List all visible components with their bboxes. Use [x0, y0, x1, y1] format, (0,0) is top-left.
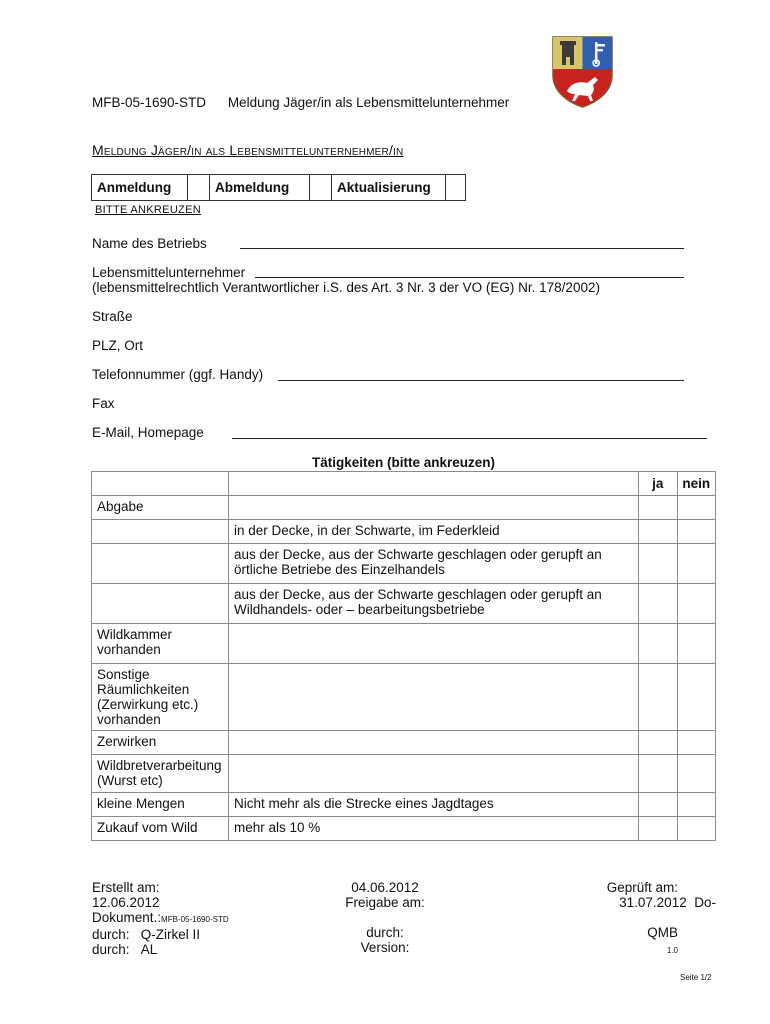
aktualisierung-checkbox[interactable] — [446, 175, 466, 201]
durch2-label: durch: — [92, 942, 130, 957]
row-detail: in der Decke, in der Schwarte, im Federkleid — [229, 520, 639, 544]
table-row — [92, 817, 716, 841]
table-row — [92, 520, 716, 544]
coat-of-arms-icon — [551, 35, 614, 108]
row-detail — [229, 624, 639, 664]
abmeldung-label: Abmeldung — [210, 175, 310, 201]
geprueft-label: Geprüft am: — [606, 880, 678, 895]
betrieb-input-line[interactable] — [240, 248, 684, 249]
footer-middle — [340, 880, 430, 955]
table-row — [92, 496, 716, 520]
table-row — [92, 731, 716, 755]
ja-checkbox[interactable] — [639, 496, 678, 520]
activities-header-row — [92, 472, 716, 496]
geprueft-row — [596, 895, 716, 910]
geprueft-value: 31.07.2012 — [619, 895, 687, 910]
unternehmer-note: (lebensmittelrechtlich Verantwortlicher i.S. des Art. 3 Nr. 3 der VO (EG) Nr. 178/2002) — [92, 280, 600, 295]
document-title: Meldung Jäger/in als Lebensmittelunternehmer — [227, 95, 510, 110]
nein-checkbox[interactable] — [677, 496, 716, 520]
ja-checkbox[interactable] — [639, 544, 678, 584]
row-label: Sonstige Räumlichkeiten (Zerwirkung etc.) vorhanden — [92, 664, 229, 731]
registration-type-table — [91, 174, 466, 201]
do-fragment: Do- — [694, 895, 716, 910]
dokument-label: Dokument.: — [92, 910, 162, 925]
ja-checkbox[interactable] — [639, 664, 678, 731]
anmeldung-checkbox[interactable] — [188, 175, 210, 201]
durch-mid: durch: — [366, 925, 404, 940]
unternehmer-input-line[interactable] — [255, 277, 684, 278]
nein-checkbox[interactable] — [677, 664, 716, 731]
ja-checkbox[interactable] — [639, 584, 678, 624]
row-detail — [229, 731, 639, 755]
nein-checkbox[interactable] — [677, 817, 716, 841]
row-detail: mehr als 10 % — [229, 817, 639, 841]
ja-checkbox[interactable] — [639, 624, 678, 664]
version-value: 1.0 — [666, 946, 678, 955]
freigabe-label: Freigabe am: — [345, 895, 425, 910]
row-label — [92, 520, 229, 544]
dokument-row — [92, 910, 229, 927]
abmeldung-checkbox[interactable] — [310, 175, 332, 201]
document-header — [92, 95, 509, 110]
row-detail — [229, 496, 639, 520]
erstellt-am-value: 12.06.2012 — [92, 895, 160, 910]
strasse-label: Straße — [92, 309, 133, 324]
plz-ort-label: PLZ, Ort — [92, 338, 144, 353]
durch2-value: AL — [140, 942, 158, 957]
row-label: kleine Mengen — [92, 793, 229, 817]
row-detail: aus der Decke, aus der Schwarte geschlagen oder gerupft an Wildhandels- oder – bearbeitungsbetriebe — [229, 584, 639, 624]
table-row — [92, 793, 716, 817]
page-number: Seite 1/2 — [680, 973, 712, 982]
table-row — [92, 584, 716, 624]
row-label: Wildkammer vorhanden — [92, 624, 229, 664]
email-input-line[interactable] — [232, 438, 707, 439]
email-label: E-Mail, Homepage — [92, 425, 204, 440]
aktualisierung-label: Aktualisierung — [332, 175, 446, 201]
ja-checkbox[interactable] — [639, 755, 678, 793]
row-label: Wildbretverarbeitung (Wurst etc) — [92, 755, 229, 793]
table-row — [92, 664, 716, 731]
activities-table — [91, 471, 716, 841]
nein-checkbox[interactable] — [677, 793, 716, 817]
durch1-row — [92, 927, 229, 942]
form-title: Meldung Jäger/in als Lebensmittelunternehmer/in — [92, 142, 404, 158]
row-label — [92, 544, 229, 584]
row-label: Zerwirken — [92, 731, 229, 755]
unternehmer-label: Lebensmittelunternehmer — [92, 265, 246, 280]
ja-checkbox[interactable] — [639, 817, 678, 841]
nein-checkbox[interactable] — [677, 544, 716, 584]
row-detail: Nicht mehr als die Strecke eines Jagdtages — [229, 793, 639, 817]
erstellt-am-label: Erstellt am: — [92, 880, 160, 895]
row-detail — [229, 755, 639, 793]
nein-checkbox[interactable] — [677, 624, 716, 664]
table-row — [92, 544, 716, 584]
row-label — [92, 584, 229, 624]
row-detail: aus der Decke, aus der Schwarte geschlagen oder gerupft an örtliche Betriebe des Einzelhandels — [229, 544, 639, 584]
betrieb-label: Name des Betriebs — [92, 236, 207, 251]
col-ja-header: ja — [639, 472, 678, 496]
tick-note: BITTE ANKREUZEN — [95, 204, 201, 216]
nein-checkbox[interactable] — [677, 520, 716, 544]
dokument-value: MFB-05-1690-STD — [161, 915, 229, 924]
activities-title: Tätigkeiten (bitte ankreuzen) — [311, 455, 496, 470]
nein-checkbox[interactable] — [677, 731, 716, 755]
row-label: Abgabe — [92, 496, 229, 520]
document-code: MFB-05-1690-STD — [92, 95, 207, 110]
footer-left — [92, 880, 229, 957]
row-detail — [229, 664, 639, 731]
anmeldung-label: Anmeldung — [92, 175, 188, 201]
durch1-value: Q-Zirkel II — [140, 927, 201, 942]
durch1-label: durch: — [92, 927, 130, 942]
nein-checkbox[interactable] — [677, 755, 716, 793]
col-nein-header: nein — [677, 472, 716, 496]
telefon-label: Telefonnummer (ggf. Handy) — [92, 367, 264, 382]
table-row — [92, 755, 716, 793]
row-label: Zukauf vom Wild — [92, 817, 229, 841]
footer-right — [596, 880, 716, 958]
table-row — [92, 624, 716, 664]
version-label: Version: — [360, 940, 410, 955]
qmb: QMB — [647, 925, 678, 940]
ja-checkbox[interactable] — [639, 731, 678, 755]
nein-checkbox[interactable] — [677, 584, 716, 624]
ja-checkbox[interactable] — [639, 520, 678, 544]
date-mid: 04.06.2012 — [351, 880, 419, 895]
fax-label: Fax — [92, 396, 115, 411]
telefon-input-line[interactable] — [278, 380, 684, 381]
durch2-row — [92, 942, 229, 957]
ja-checkbox[interactable] — [639, 793, 678, 817]
